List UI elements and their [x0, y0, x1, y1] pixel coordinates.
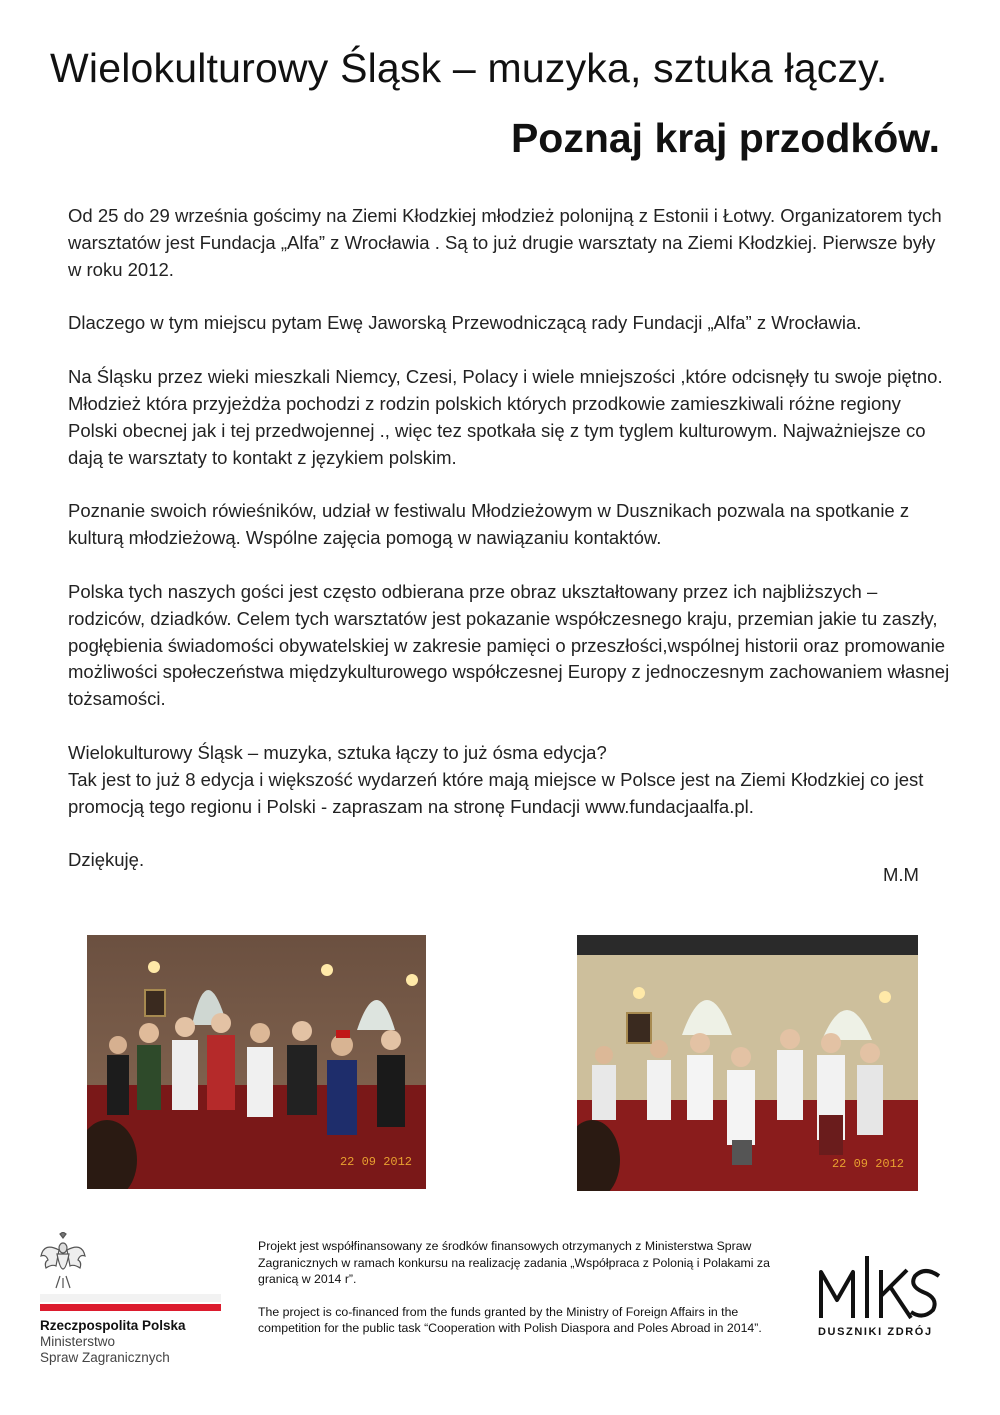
- flag-red-stripe: [40, 1304, 221, 1311]
- ministry-line-1: Rzeczpospolita Polska: [40, 1318, 186, 1333]
- paragraph-thanks: Dziękuję.: [68, 849, 145, 871]
- ministry-line-3: Spraw Zagranicznych: [40, 1350, 170, 1365]
- page-title: Wielokulturowy Śląsk – muzyka, sztuka łączy.: [50, 45, 888, 91]
- photo-date-stamp: 22 09 2012: [831, 1157, 904, 1171]
- polish-eagle-icon: [38, 1232, 88, 1290]
- paragraph-intro: Od 25 do 29 września gościmy na Ziemi Kłodzkiej młodzież polonijną z Estonii i Łotwy. Organizatorem tych warsztatów jest Fundacja „Alfa” z Wrocławia . Są to już drugie warsztaty na Ziemi Kłodzkiej. Pierwsze były w roku 2012.: [68, 205, 942, 280]
- article-body: [68, 203, 953, 901]
- author-signature: M.M: [883, 864, 919, 885]
- paragraph-goals: Polska tych naszych gości jest często odbierana prze obraz ukształtowany przez ich najbliższych – rodziców, dziadków. Celem tych warsztatów jest pokazanie współczesnego kraju, przemian jakie tu zaszły, pogłębienia świadomości obywatelskiej w zakresie pamięci o przeszłości,wspólnej historii oraz promowanie możliwości społeczeństwa międzykulturowego współczesnej Europy z jednoczesnym zachowaniem własnej tożsamości.: [68, 580, 950, 710]
- ministry-label: [40, 1318, 186, 1366]
- miks-logo-icon: [815, 1250, 945, 1322]
- photo-date-stamp: 22 09 2012: [339, 1155, 412, 1169]
- flag-white-stripe: [40, 1294, 221, 1302]
- paragraph-edition: Wielokulturowy Śląsk – muzyka, sztuka łączy to już ósma edycja? Tak jest to już 8 edycja i większość wydarzeń które mają miejsce w Polsce jest na Ziemi Kłodzkiej co jest promocją tego regionu i Polski - zapraszam na stronę Fundacji www.fundacjaalfa.pl.: [68, 741, 924, 817]
- photo-folk-dancers: [87, 935, 426, 1189]
- page-subtitle: Poznaj kraj przodków.: [510, 115, 940, 161]
- funding-notice-en: The project is co-financed from the funds granted by the Ministry of Foreign Affairs in the competition for the public task “Cooperation with Polish Diaspora and Poles Abroad in 2014”.: [258, 1304, 762, 1335]
- funding-notice: [258, 1238, 778, 1353]
- funding-notice-pl: Projekt jest współfinansowany ze środków finansowych otrzymanych z Ministerstwa Spraw Zagranicznych w ramach konkursu na realizację zadania „Współpraca z Polonią i Polakami za granicą w 2014 r”.: [258, 1239, 770, 1286]
- ministry-line-2: Ministerstwo: [40, 1334, 116, 1349]
- paragraph-question: Dlaczego w tym miejscu pytam Ewę Jaworską Przewodniczącą rady Fundacji „Alfa” z Wrocławia.: [68, 312, 862, 334]
- paragraph-history: Na Śląsku przez wieki mieszkali Niemcy, Czesi, Polacy i wiele mniejszości ,które odcisnęły tu swoje piętno. Młodzież która przyjeżdża pochodzi z rodzin polskich których przodkowie zamieszkiwali różne regiony Polski obecnej jak i tej przedwojennej ., więc tez spotkała się z tym tyglem kulturowym. Najważniejsze co dają te warsztaty to kontakt z językiem polskim.: [68, 366, 943, 468]
- photo-dance-hall: [577, 935, 918, 1191]
- paragraph-peers: Poznanie swoich rówieśników, udział w festiwalu Młodzieżowym w Dusznikach pozwala na spotkanie z kulturą młodzieżową. Wspólne zajęcia pomogą w nawiązaniu kontaktów.: [68, 500, 910, 549]
- logo-caption: DUSZNIKI ZDRÓJ: [818, 1326, 933, 1338]
